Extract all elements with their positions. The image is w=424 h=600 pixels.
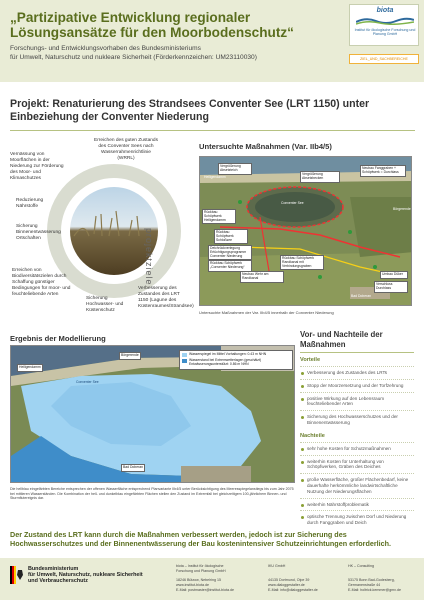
divider [10,130,415,131]
ziel-item: Erreichen von Biodiversitätszielen durch Schaffung günstiger Bedingungen für moor- und feuchteliebende Arten [12,268,71,297]
projektziele-label: projektziele [144,228,154,286]
modellierung-map [10,345,295,483]
vor-nachteile-heading: Vor- und Nachteile der Maßnahmen [300,330,383,349]
footer-line: Germanenstraße 44 [348,583,381,588]
footer-line: 44135 Dortmund, Olpe 39 [268,578,310,583]
nachteile-heading: Nachteile [300,432,325,439]
logo-wave-icon [356,17,414,25]
footer-line: 18246 Bützow, Nebelring 15 [176,578,221,583]
massnahme-label: Vergrößerung Absetzbecken [300,171,340,183]
footer-band [0,558,424,600]
footer-biota [176,564,256,593]
projektziele-diagram [4,136,196,336]
place-label: Heiligendamm [17,364,43,372]
nachteil-item: große Wasserfläche, großer Flächenbedarf, keine dauerhafte herkömmliche landwirtschaftliche Nutzung der Niederungsflächen [300,473,414,497]
place-label: Börgerende [119,352,141,360]
legend-swatch-light [182,353,187,357]
legend-text: Wasserspiegel im Mittel Vorhaltungen: 0.43 m NHN [189,352,267,356]
footer-line: HK – Consulting [348,564,374,568]
conclusion-text: Der Zustand des LRT kann durch die Maßnahmen verbessert werden, jedoch ist zur Sicherung des Hochwasserschutzes und der Binnenentwässerung der Bau kostenintensiver Schutzeinrichtungen erforderlich. [10,530,392,548]
poster-subtitle [10,45,330,62]
massnahme-label: Vergrößerung Absetzteich [218,163,252,175]
logo-text: biota [376,7,394,14]
project-title: Projekt: Renaturierung des Strandsees Conventer See (LRT 1150) unter Einbeziehung der Conventer Niederung [10,98,370,123]
ziel-item: Sicherung Binnenentwässerung Ortschaften [16,224,61,241]
footer-hk [348,564,420,593]
footer-line: Bundesministerium [28,566,79,572]
nachteil-item: sehr hohe Kosten für Schutzmaßnahmen [300,442,414,455]
divider [300,352,414,353]
footer-line[interactable]: E-Mail: info@dialoggestalter.de [268,587,318,592]
massnahme-label: Deichrückverlegung Ertüchtigungsprogramm Conventer Niederung [208,245,252,260]
federal-eagle-icon [10,566,24,584]
subtitle-line: Forschungs- und Entwicklungsvorhaben des Bundesministeriums [10,45,201,52]
legend-text: Wasserstand bei Extremwetterlagen (geschätzt) Entwässerungsunterstützt: 0.86 m NHN [189,358,262,366]
legend-swatch-dark [182,359,187,363]
logo-subtitle: Institut für ökologische Forschung und Planung GmbH [354,28,416,37]
footer-line: 53175 Bonn Bad-Godesberg, [348,578,395,583]
footer-line: und Verbraucherschutz [28,578,88,585]
place-label: Börgerende [393,207,411,211]
legend-box [179,350,293,370]
ziel-item: Sicherung Hochwasser- und Küstenschutz [86,296,124,313]
subtitle-line: für Umwelt, Naturschutz und nukleare Sicherheit (Förderkennzeichen: UM23110030) [10,53,257,61]
massnahme-label: Rückbau Schöpfwerk Heiligendamm [202,209,236,224]
place-label: Heiligendamm [204,175,226,179]
vorteil-item: positive Wirkung auf den Lebensraum feuchteliebender Arten [300,392,414,411]
massnahmen-heading: Untersuchte Maßnahmen (Var. IIb4/5) [199,142,332,151]
massnahme-label: Verschluss Durchlass [374,281,408,293]
massnahme-label: Neubau Fanggraben + Schöpfwerk = Durchlass [360,165,406,177]
massnahmen-caption: Untersuchte Maßnahmen der Var. IIb4/5 innerhalb der Conventer Niederung [199,310,334,315]
footer-line[interactable]: www.institut-biota.de [176,583,209,588]
massnahmen-map [199,156,412,306]
footer-line[interactable]: E-Mail: holtrick.kemmer@gmx.de [348,587,401,592]
place-label: Conventer See [281,201,304,205]
massnahme-label: Rückbau Schöpfwerk Schloßsee [214,229,248,244]
place-label: Bad Doberan [121,464,145,472]
ziel-item: Erreichen des guten Zustands des Conventer Sees nach Wasserrahmenrichtlinie (WRRL) [94,138,158,161]
biota-logo [349,4,419,46]
vor-nachteile-panel [300,330,414,526]
massnahme-label: Rückbau Schöpfwerk „Conventer Niederung“ [208,260,252,272]
place-label: Bad Doberan [351,294,371,298]
modellierung-caption: Die hellblau eingefärbten Bereiche entsprechen der offenen Wasserfläche entsprechend Planvariante IIb4/5 unter Berücksichtigung des Meeresspiegelanstiegs bis zum Jahr 2075 bei mittleren Wasserständen. Die Kombination der hell- und dunkelblau eingefärbten Flächen stellen den Zustand im Extremfall bei gleichzeitigem 100-jährlichem Binnen- und Sturmflutereignis dar. [10,487,294,501]
vorteil-item: Verbesserung des Zustandes des LRTs [300,366,414,379]
vorteil-item: Sicherung des Hochwasserschutzes und der Binnenentwässerung [300,410,414,429]
footer-iku [268,564,338,593]
nachteil-item: optische Trennung zwischen Dorf und Niederung durch Fanggraben und Deich [300,510,414,529]
modellierung-heading: Ergebnis der Modellierung [10,334,106,343]
massnahme-label: Umbau Düker [380,271,408,279]
vorteile-heading: Vorteile [300,357,321,363]
nachteil-item: weiterhin Kosten für Unterhaltung von Schöpfwerken, Gräben des Deiches [300,455,414,474]
footer-line[interactable]: www.dialoggestalter.de [268,583,305,588]
legend-item [182,353,290,357]
ziel-item: Verbesserung des Zustandes des LRT 1150 (Lagune des Küstenraumes/Strandsee) [138,286,194,309]
ziel-item: Reduzierung Nährstoffe [16,198,44,209]
vorteil-item: Stopp der Moorzersetzung und der Torfzehrung [300,379,414,392]
footer-line: Forschung und Planung GmbH [176,568,226,573]
footer-line: für Umwelt, Naturschutz, nukleare Sicherheit [28,572,143,579]
nachteil-item: weiterhin Nährstoffproblematik [300,498,414,511]
footer-line[interactable]: E-Mail: postmaster@institut-biota.de [176,587,234,592]
footer-line: biota – Institut für ökologische [176,564,224,568]
topic-badge: ZIEL_UND_SACHBEREICHE [349,54,419,64]
massnahme-label: Rückbau Schöpfwerk Randkanal mit Verbindungsgraben [280,255,324,270]
place-label: Conventer See [76,380,99,384]
header-band [0,0,424,82]
ziel-item: Vernässung von Moorflächen in der Niederung zur Förderung des Moor- und Klimaschutzes [10,152,64,181]
bmu-logo-text [28,566,158,585]
poster-title: „Partizipative Entwicklung regionaler Lösungsansätze für den Moorbodenschutz“ [10,10,294,40]
massnahme-label: Neubau Wehr am Randkanal [240,271,284,283]
legend-item [182,359,290,367]
footer-line: IKU GmbH [268,564,286,568]
